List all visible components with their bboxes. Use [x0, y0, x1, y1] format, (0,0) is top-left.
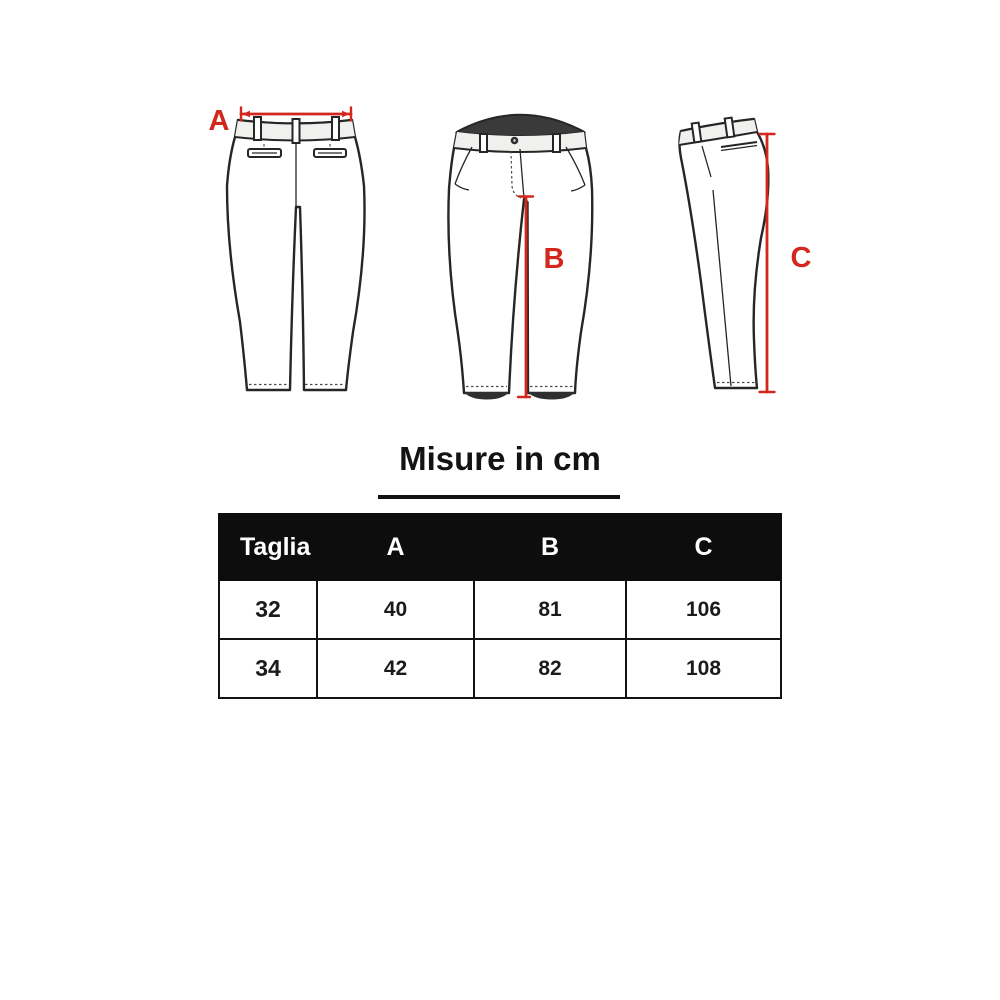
table-row-size-32	[219, 580, 781, 639]
pants-back-view-drawing	[227, 117, 365, 390]
header-taglia: Taglia	[219, 514, 317, 580]
waistband-interior	[457, 115, 584, 136]
header-a: A	[317, 514, 474, 580]
table-row-size-34	[219, 639, 781, 698]
cell-a: 40	[317, 580, 474, 639]
cell-c: 106	[626, 580, 781, 639]
measure-line-c	[760, 134, 812, 392]
cell-size: 34	[219, 639, 317, 698]
cell-a: 42	[317, 639, 474, 698]
pants-front-view-drawing	[448, 115, 592, 400]
header-b: B	[474, 514, 626, 580]
cell-c: 108	[626, 639, 781, 698]
page-title: Misure in cm	[399, 440, 601, 477]
measure-label-b: B	[543, 243, 565, 275]
size-table-header-row	[219, 514, 781, 580]
title-underline	[378, 495, 620, 499]
cell-b: 82	[474, 639, 626, 698]
cell-size: 32	[219, 580, 317, 639]
size-table	[218, 513, 782, 699]
header-c: C	[626, 514, 781, 580]
pants-technical-drawings	[190, 90, 830, 420]
cell-b: 81	[474, 580, 626, 639]
pants-side-view-drawing	[679, 118, 768, 388]
measure-label-c: C	[790, 242, 812, 274]
measure-label-a: A	[208, 105, 230, 137]
